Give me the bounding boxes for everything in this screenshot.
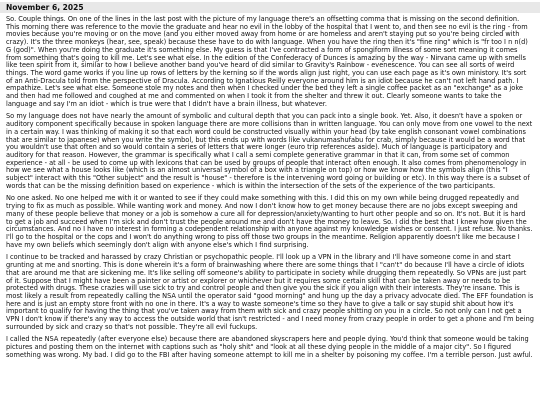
paragraph-4: I continue to be tracked and harassed by crazy Christian or psychopathic people. I'll look up a VPN in the library and I'll have someone come in and start grunting at me and snorting. This is done wherein it's a form of brainwashing where there are some things that I "can't" do because I'll have a circle of idiots that are around me that are sickening me. It's like selling off someone's ability to participate in society while drugging them repeatedly. So VPNs are just part of it. Suppose that I might have been a painter or artist or explorer or whichever but it requires some certain skill that can be taken away or needs to be protected with drugs. These crazies will use sick to try and control people and then give you the sick if you align with their interests. They're insane. This is most likely a result from repeatedly calling the NSA until the operator said "good morning" and hung up the day a privacy advocate died. The EFF foundation is here and is just an empty store front with no one in there. It's a way to waste someone's time so they have to give a talk or say stupid shit about how it's important to qualify for having the thing that you've taken away from them with sick and crazy people shitting on you in a circle. So not only can I not get a VPN I don't know if there's any way to access the outside world that isn't restricted - and I need money from crazy people in order to get a phone and I'm being surrounded by sick and crazy so that's not possible. They're all evil fuckups. [6,253,534,331]
paragraph-5: I called the NSA repeatedly (after everyone else) because there are abandoned skyscrapers here and people dying. You'd think that someone would be taking pictures and posting them on the internet with captions such as "holy shit" and "look at all these dying people in the middle of a major city". So I figured something was wrong. My bad. I did go to the FBI after having someone attempt to kill me in a shelter by poisoning my coffee. I'm a terrible person. Just awful. [6,335,533,359]
post-date: November 6, 2025 [0,2,540,13]
paragraph-1: So. Couple things. On one of the lines in the last post with the picture of my language there's an offsetting comma that is missing on the second definition. This morning there was reference to the movie the graduate and hear no evil in the lobby of the hospital that I went to, and then see no evil is the ring - from movies because you're moving or on the move (and you either moved away from home or are homeless and aren't staying put so you're being circled with crazy). It's the three monkeys (hear, see, speak) because these have to do with language. When you have the ring then it's "fine ring" which is "fr too I n n(d) G (god)". When you're doing the graduate it's something else. My guess is that I've contracted a form of spongiform illness of some sort meaning it comes from something that's going to kill me. Let's see what else. In the edition of the Confederacy of Dunces is amazing by the way - Nirvana came up with smells like teen spirit from it, similar to how I believe another band you've heard of did similar to Gravity's Rainbow - evenescence. You can see all sorts of weird things. The word game works if you line up rows of letters by the kerning so if the words align just right, you can use each page as it's own ministory. It's sort of an Anti-Dracula told from the perspective of Dracula. According to Ignatious Reilly everyone around him is an idiot because he can't not left hand path. I empathize. Let's see what else. Someone stole my notes and then when I checked under the bed they left a single coffee packet as an "exchange" as a joke and then had me followed and coughed at me and commented on when I took it from the shelter and threw it out. Clearly someone wants to take the language and say I'm an idiot - which is true were that I didn't have a brain illness, but whatever. [6,15,528,108]
paragraph-2: So my language does not have nearly the amount of symbolic and cultural depth that you can pack into a single book. Yet. Also, it doesn't have a spoken or auditory component specifically because in spoken language there are more collisions than in written language. You can only move from one vowel to the next in a certain way. I was thinking of making it so that each word could be constructed visually within your head (by take english consonant vowel combinations that are similar to japanese) when you write the symbol, but this ends up with words like vukanumashufabu for crab, simply because it would be a word that you wouldn't use that often and so would contain a series of letters that were longer (euro trip references aside). Much of language is participatory and auditory for that reason. However, the grammar is specifically what I call a semi complete generative grammar in that it can, from some set of common experience - at all - be used to come up with lexicons that can be used by groups of people that interact often enough. It also comes from phenomenology in how we see what a house looks like (which is an almost universal symbol of a box with a triangle on top) or how we know how the symbols align (this "I subject" interact with this "Other subject" and the result is "house" - therefore is the intervening word going or building or etc). In this way there is a subset of words that can be the missing definition based on experience - which is within the intersection of the sets of the experience of the two participants. [6,112,533,190]
paragraph-3: No one asked. No one helped me with it or wanted to see if they could make something with this. I did this on my own while being drugged repeatedly and trying to fix as much as possible. While wanting work and money. And now I don't know how to get money because there are no jobs except sweeping and many of these people believe that money or a job is somehow a cure all for depression/anxiety/wanting to hurt other people and so on. It's not. But it is hard to get a job and succeed when I'm sick and don't trust the people around me and don't have the money to leave. So. I did the best that I knew how given the circumstances. And no I have no interest in forming a codependent relationship with anyone against my knowledge wishes or consent. I just refuse. No thanks. I'll go to the hospital or the cops and I won't do anything wrong to piss off those two groups in the meantime. Religion apparently doesn't like me because I have my own beliefs which seemingly don't align with anyone else's which I find surprising. [6,194,533,249]
